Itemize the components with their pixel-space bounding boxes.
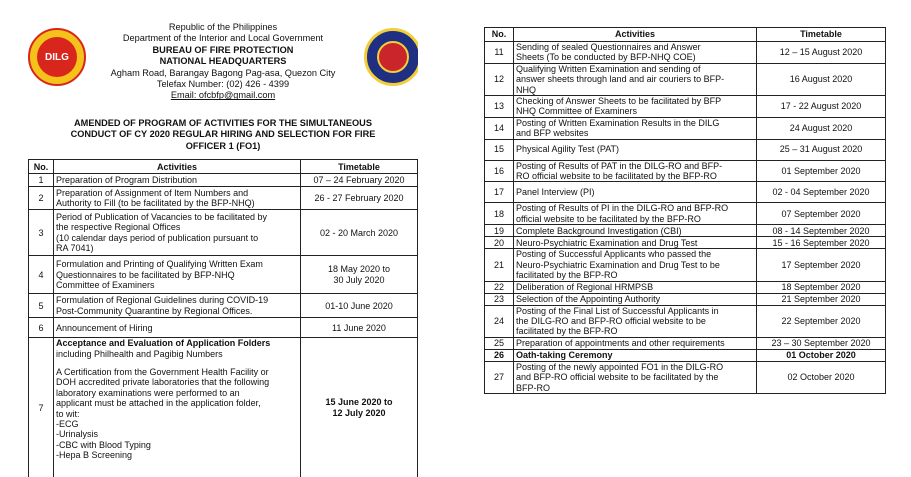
timetable-line: 01-10 June 2020	[325, 300, 393, 311]
activity-line: answer sheets through land and air couriers to BFP-	[516, 74, 725, 85]
activity-cell	[514, 361, 757, 393]
activity-line: Preparation of appointments and other requirements	[516, 338, 725, 349]
activity-cell	[514, 96, 757, 118]
timetable-cell: 22 September 2020	[757, 305, 886, 337]
table-row	[29, 174, 418, 187]
activity-line: Neuro-Psychiatric Examination and Drug Test to be	[516, 259, 720, 270]
activity-line: Oath-taking Ceremony	[516, 350, 613, 361]
activity-line: Authority to Fill (to be facilitated by the BFP-NHQ)	[56, 198, 255, 209]
address-line: Agham Road, Barangay Bagong Pag-asa, Quezon City	[110, 67, 336, 78]
activity-line: and BFP-RO official website to be facilitated by the	[516, 372, 719, 383]
timetable-cell: 16 August 2020	[757, 63, 886, 95]
timetable-cell	[301, 174, 418, 187]
activity-cell	[514, 42, 757, 64]
row-number: 3	[29, 210, 54, 256]
activity-line: Posting of the newly appointed FO1 in the DILG-RO	[516, 361, 724, 372]
activity-line: Qualifying Written Examination and sending of	[516, 63, 701, 74]
activity-line: -CBC with Blood Typing	[56, 439, 151, 450]
dilg-seal-icon	[28, 28, 86, 86]
timetable-cell: 17 - 22 August 2020	[757, 96, 886, 118]
table-row	[29, 187, 418, 210]
timetable-cell: 08 - 14 September 2020	[757, 225, 886, 237]
activity-cell	[514, 182, 757, 203]
activity-line: Formulation and Printing of Qualifying Written Exam	[56, 259, 263, 270]
activity-line: Post-Community Quarantine by Regional Offices.	[56, 305, 253, 316]
row-number: 27	[485, 361, 514, 393]
row-number: 11	[485, 42, 514, 64]
title-line-3: OFFICER 1 (FO1)	[185, 140, 261, 151]
activity-line: A Certification from the Government Health Facility or	[56, 367, 269, 378]
activity-line: Posting of Results of PI in the DILG-RO and BFP-RO	[516, 203, 729, 214]
activity-cell	[514, 349, 757, 361]
timetable-cell: 21 September 2020	[757, 293, 886, 305]
email-link[interactable]: Email: ofcbfp@gmail.com	[170, 90, 276, 101]
activity-line: Formulation of Regional Guidelines during COVID-19	[56, 295, 269, 306]
timetable-line: 26 - 27 February 2020	[314, 193, 404, 204]
timetable-cell: 15 - 16 September 2020	[757, 237, 886, 249]
timetable-cell: 07 September 2020	[757, 203, 886, 225]
timetable-line: 18 May 2020 to	[327, 264, 391, 275]
activity-line: Committee of Examiners	[56, 279, 155, 290]
table-row	[485, 305, 886, 337]
row-number: 1	[29, 174, 54, 187]
activity-cell	[514, 337, 757, 349]
dilg-seal-text: DILG	[37, 37, 77, 77]
row-number: 6	[29, 318, 54, 338]
activity-line: and BFP websites	[516, 128, 589, 139]
row-number: 17	[485, 182, 514, 203]
row-number: 4	[29, 256, 54, 294]
row-number: 14	[485, 117, 514, 139]
row-number: 20	[485, 237, 514, 249]
activity-line: Deliberation of Regional HRMPSB	[516, 281, 654, 292]
activity-cell	[514, 237, 757, 249]
row-number: 2	[29, 187, 54, 210]
timetable-line: 11 June 2020	[332, 322, 386, 333]
letterhead-text	[88, 22, 358, 102]
table-row	[485, 237, 886, 249]
activity-line: Preparation of Program Distribution	[56, 175, 198, 186]
row-number: 24	[485, 305, 514, 337]
row-number: 21	[485, 249, 514, 281]
table-row	[485, 349, 886, 361]
activity-line: Neuro-Psychiatric Examination and Drug Test	[516, 237, 698, 248]
activity-line: the DILG-RO and BFP-RO official website to be	[516, 315, 706, 326]
activity-line: Checking of Answer Sheets to be facilitated by BFP	[516, 96, 722, 107]
timetable-cell: 01 October 2020	[757, 349, 886, 361]
activity-line: applicant must be attached in the application folder,	[56, 398, 261, 409]
table-header-row	[29, 160, 418, 174]
timetable-cell	[301, 294, 418, 318]
activity-cell	[54, 338, 301, 477]
activity-heading: Acceptance and Evaluation of Application Folders	[56, 338, 271, 349]
timetable-line: 30 July 2020	[333, 274, 385, 285]
activity-cell	[514, 63, 757, 95]
title-line-2: CONDUCT OF CY 2020 REGULAR HIRING AND SELECTION FOR FIRE	[70, 129, 376, 140]
row-number: 16	[485, 160, 514, 182]
activity-line: Panel Interview (PI)	[516, 187, 595, 198]
table-row	[485, 117, 886, 139]
row-number: 25	[485, 337, 514, 349]
activity-line: BFP-RO	[516, 382, 551, 393]
table-row	[485, 42, 886, 64]
telefax-line: Telefax Number: (02) 426 - 4399	[156, 79, 290, 90]
activity-line: RO official website to be facilitated by the BFP-RO	[516, 171, 717, 182]
spacer	[56, 359, 298, 367]
row-number: 18	[485, 203, 514, 225]
activity-cell	[514, 203, 757, 225]
activity-line: Preparation of Assignment of Item Numbers and	[56, 187, 249, 198]
activity-line: Posting of Results of PAT in the DILG-RO and BFP-	[516, 160, 723, 171]
activity-line: NHQ Committee of Examiners	[516, 106, 638, 117]
column-header-activities: Activities	[514, 28, 757, 42]
timetable-cell	[301, 187, 418, 210]
table-row	[485, 63, 886, 95]
table-row	[485, 249, 886, 281]
activity-cell	[514, 249, 757, 281]
table-header-row	[485, 28, 886, 42]
department-line: Department of the Interior and Local Government	[122, 33, 324, 44]
activity-line: Questionnaires to be facilitated by BFP-NHQ	[56, 269, 235, 280]
timetable-cell: 23 – 30 September 2020	[757, 337, 886, 349]
table-row	[485, 281, 886, 293]
activities-table-left	[28, 159, 418, 477]
timetable-cell: 24 August 2020	[757, 117, 886, 139]
table-row	[485, 96, 886, 118]
activity-line: to wit:	[56, 408, 80, 419]
table-row	[485, 293, 886, 305]
activity-cell	[514, 293, 757, 305]
activity-cell	[514, 139, 757, 160]
table-row	[485, 361, 886, 393]
bfp-seal-center	[377, 41, 409, 73]
timetable-cell	[301, 210, 418, 256]
activity-cell	[54, 174, 301, 187]
bfp-seal-icon	[364, 28, 418, 86]
column-header-no: No.	[485, 28, 514, 42]
activity-line: Posting of Written Examination Results in the DILG	[516, 117, 720, 128]
activity-cell	[54, 294, 301, 318]
activity-cell	[514, 225, 757, 237]
row-number: 15	[485, 139, 514, 160]
row-number: 5	[29, 294, 54, 318]
title-line-1: AMENDED OF PROGRAM OF ACTIVITIES FOR THE SIMULTANEOUS	[74, 118, 372, 128]
column-header-timetable: Timetable	[757, 28, 886, 42]
table-row	[29, 210, 418, 256]
row-number: 13	[485, 96, 514, 118]
timetable-line: 12 July 2020	[332, 407, 386, 418]
activity-line: Complete Background Investigation (CBI)	[516, 225, 682, 236]
activity-cell	[54, 318, 301, 338]
table-row	[485, 203, 886, 225]
republic-line: Republic of the Philippines	[168, 22, 278, 32]
timetable-cell: 02 - 04 September 2020	[757, 182, 886, 203]
activity-line: NHQ	[516, 84, 536, 95]
table-row	[485, 337, 886, 349]
activity-line: -Urinalysis	[56, 429, 99, 440]
table-row	[485, 139, 886, 160]
activity-line: facilitated by the BFP-RO	[516, 270, 618, 281]
activity-line: Selection of the Appointing Authority	[516, 293, 661, 304]
activity-cell	[54, 210, 301, 256]
activity-line: laboratory examinations were performed to an	[56, 387, 240, 398]
table-row	[485, 160, 886, 182]
activity-line: Posting of the Final List of Successful Applicants in	[516, 305, 719, 316]
activity-line: Sheets (To be conducted by BFP-NHQ COE)	[516, 52, 696, 63]
timetable-cell	[301, 256, 418, 294]
activity-cell	[514, 117, 757, 139]
row-number: 7	[29, 338, 54, 477]
activity-line: -ECG	[56, 419, 79, 430]
column-header-activities: Activities	[54, 160, 301, 174]
activity-line: including Philhealth and Pagibig Numbers	[56, 348, 223, 359]
table-row	[29, 294, 418, 318]
timetable-cell: 01 September 2020	[757, 160, 886, 182]
timetable-cell	[301, 318, 418, 338]
table-row	[29, 338, 418, 477]
activity-cell	[514, 305, 757, 337]
activities-table-right	[484, 27, 886, 394]
activity-line: Period of Publication of Vacancies to be facilitated by	[56, 211, 267, 222]
activity-line: (10 calendar days period of publication pursuant to	[56, 232, 259, 243]
activity-line: RA 7041)	[56, 243, 94, 254]
table-row	[29, 256, 418, 294]
timetable-line: 15 June 2020 to	[325, 397, 393, 408]
row-number: 22	[485, 281, 514, 293]
activity-line: Posting of Successful Applicants who passed the	[516, 249, 712, 260]
table-row	[485, 225, 886, 237]
timetable-line: 07 – 24 February 2020	[313, 175, 405, 186]
timetable-cell: 25 – 31 August 2020	[757, 139, 886, 160]
right-document-page	[484, 27, 886, 447]
activity-cell	[54, 187, 301, 210]
activity-line: Sending of sealed Questionnaires and Answer	[516, 42, 701, 52]
activity-cell	[54, 256, 301, 294]
timetable-cell	[301, 338, 418, 477]
timetable-cell: 12 – 15 August 2020	[757, 42, 886, 64]
timetable-cell: 17 September 2020	[757, 249, 886, 281]
bureau-line: BUREAU OF FIRE PROTECTION	[152, 44, 294, 55]
table-row	[29, 318, 418, 338]
activity-line: facilitated by the BFP-RO	[516, 326, 618, 337]
letterhead	[28, 22, 418, 114]
headquarters-line: NATIONAL HEADQUARTERS	[159, 56, 287, 67]
timetable-cell: 18 September 2020	[757, 281, 886, 293]
row-number: 12	[485, 63, 514, 95]
timetable-line: 02 - 20 March 2020	[319, 227, 399, 238]
row-number: 23	[485, 293, 514, 305]
column-header-no: No.	[29, 160, 54, 174]
document-title	[28, 118, 418, 152]
row-number: 19	[485, 225, 514, 237]
left-document-page	[28, 22, 418, 477]
activity-line: Announcement of Hiring	[56, 322, 153, 333]
table-row	[485, 182, 886, 203]
column-header-timetable: Timetable	[301, 160, 418, 174]
activity-line: official website to be facilitated by the BFP-RO	[516, 213, 701, 224]
activity-line: -Hepa B Screening	[56, 450, 133, 461]
activity-cell	[514, 160, 757, 182]
activity-line: DOH accredited private laboratories that the following	[56, 377, 270, 388]
activity-line: Physical Agility Test (PAT)	[516, 144, 620, 155]
activity-line: the respective Regional Offices	[56, 222, 181, 233]
row-number: 26	[485, 349, 514, 361]
timetable-cell: 02 October 2020	[757, 361, 886, 393]
activity-cell	[514, 281, 757, 293]
